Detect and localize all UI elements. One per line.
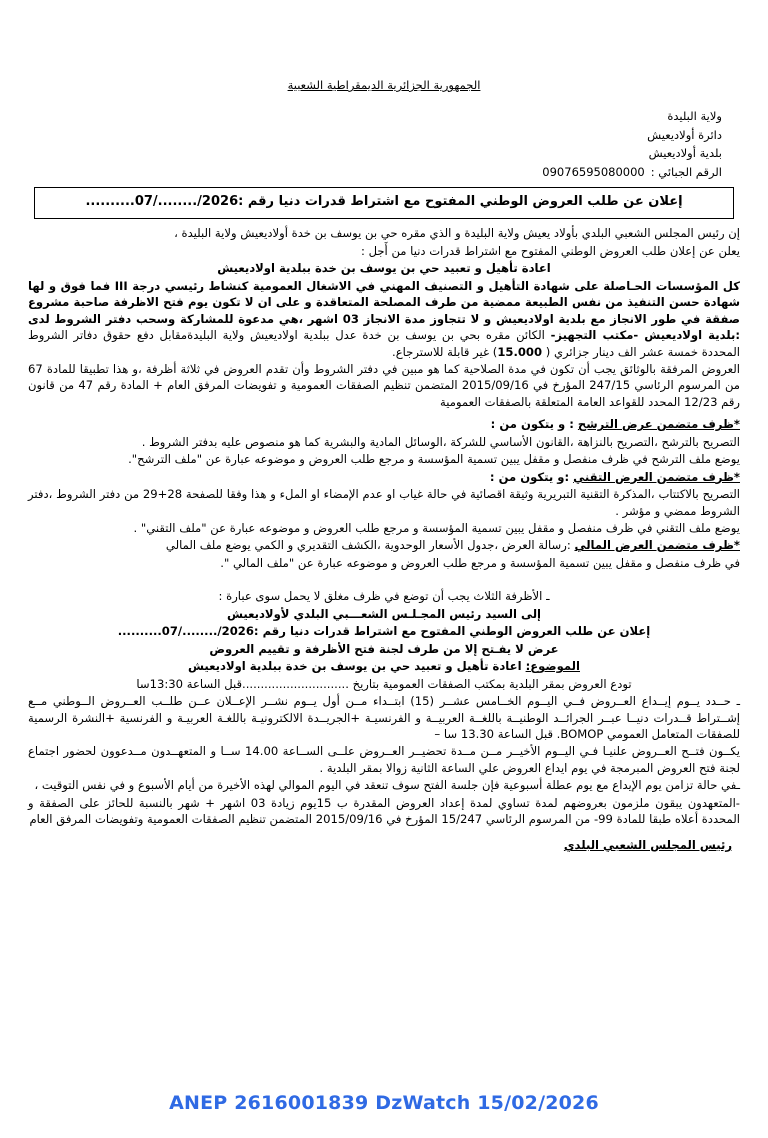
spacer xyxy=(28,572,740,588)
envelope-financial-heading xyxy=(28,537,740,553)
baladia-line: بلدية أولاديعيش xyxy=(648,146,722,161)
fee-text: مقابل دفع حقوق دفاتر الشروط المحددة خمسة عشر الف دينار جزائري ( xyxy=(28,328,740,359)
sealed-envelope-subject xyxy=(28,658,740,674)
deadline-paragraph: ـ حــدد يــوم إيــداع العــروض فــي اليــوم الخــامس عشــر (15) ابتــداء مــن أول يــوم نشــر الإعــلان عــن طلــب العــروض الــوطني مــع إشــتراط قــدرات دنيــا عبــر الجرائــد الوطنيــة باللغــة العربيــة و الفرنسيـة +الجريــدة الالكترونيـة باللغـة العربيـة و الفرنسية +النشرة الرسمية للصفقات المتعامل العمومي BOMOP. قبل الساعة 13.30 سا – xyxy=(28,694,740,742)
administrative-block xyxy=(28,107,722,182)
envelope-candidacy-placement: يوضع ملف الترشح في ظرف منفصل و مقفل يبين تسمية المؤسسة و مرجع طلب العروض و موضوعه عبارة عن "ملف الترشح". xyxy=(128,452,740,467)
fee-text-tail: ) غير قابلة للاسترجاع. xyxy=(392,344,498,359)
announcement-title-number: ..........07/......../2026 xyxy=(85,194,239,210)
purchase-office-address: الكائن مقره بحي بن يوسف بن خدة عدل ببلدية اولاديعيش ولاية البليدة xyxy=(187,328,551,343)
deposit-line-time: قبل الساعة 13:30 xyxy=(149,676,243,691)
intro-line-1: إن رئيس المجلس الشعبي البلدي بأولاد يعيش ولاية البليدة و الذي مقره حي بن يوسف بن خدة أولاديعيش ولاية البليدة ، xyxy=(174,226,740,241)
envelope-candidacy-title-tail: : و يتكون من : xyxy=(490,417,578,432)
subject-value: اعادة تأهيل و تعبيد حي بن يوسف بن خدة ببلدية اولاديعيش xyxy=(187,659,526,674)
subject-heading: اعادة تأهيل و تعبيد حي بن يوسف بن خدة ببلدية اولاديعيش xyxy=(217,261,551,276)
envelope-technical-content: التصريح بالاكتتاب ،المذكرة التقنية التبريرية وثيقة اقصائية في حالة غياب او عدم الإمضاء او الملء و هذا وفقا للصفحة 28+29 من دفتر الشروط ،دفتر الشروط ممضي و مؤشر . xyxy=(28,487,740,518)
envelope-technical-title-tail: :و يتكون من : xyxy=(489,469,574,484)
deposit-line-text: تودع العروض بمقر البلدية بمكتب الصفقات العمومية بتاريخ ............................. xyxy=(242,676,632,691)
wilaya-line: ولاية البليدة xyxy=(667,108,722,123)
conditions-lead: كل المؤسسات الحـاصلة على شهادة التأهيل و التصنيف المهني في الاشغال العمومية كنشاط رئيسي درجة III فما فوق و لها شهادة حسن التنفيذ من نفس الطبيعة ممضية من طرف المصلحة المتعاقدة و على ان لا تكون يوم فتح الاظرفة صاحبة مشروع صفقة في طور الانجاز مع بلدية اولاديعيش و لا تتجاوز مدة الانجاز 03 اشهر ،هي مدعوة للمشاركة وسحب دفتر الشروط لدى : xyxy=(28,278,741,343)
signature-block xyxy=(28,838,740,852)
purchase-office: بلدية اولاديعيش -مكتب التجهيز- xyxy=(550,328,736,343)
conditions-paragraph-2: العروض المرفقة بالوثائق يجب أن تكون في مدة الصلاحية كما هو مبين في دفتر الشروط وأن تقدم العروض في ثلاثة أظرفة ،و هذا تطبيقا للمادة 67 من المرسوم الرئاسي 247/15 المؤرخ في 2015/09/16 المتضمن تنظيم الصفقات العمومية و تفويضات المرفق العام + المادة رقم 47 من قانون رقم 12/23 المحدد للقواعد العامة المتعلقة بالصفقات العمومية xyxy=(28,361,741,409)
fee-amount: 15.000 xyxy=(497,344,543,359)
sealed-envelope-notice: عرض لا يفـتح إلا من طرف لجنة فتح الأظرفة و تقييم العروض xyxy=(209,641,559,656)
sealed-envelope-addressee: إلى السيد رئيس المجـلـس الشعـــبي البلدي لأولاديعيش xyxy=(226,606,542,621)
deposit-line-unit: سا xyxy=(136,676,150,691)
envelope-candidacy-content: التصريح بالترشح ،التصريح بالنزاهة ،القانون الأساسي للشركة ،الوسائل المادية والبشرية كما هو منصوص عليه بدفتر الشروط . xyxy=(141,434,740,449)
envelope-financial-title: *ظرف متضمن العرض المالي xyxy=(574,538,740,553)
envelope-candidacy-heading xyxy=(28,416,740,432)
envelope-financial-title-tail: :رسالة العرض ،جدول الأسعار الوحدوية ،الكشف التقديري و الكمي يوضع ملف المالي xyxy=(165,538,575,553)
anep-footer: ANEP 2616001839 DzWatch 15/02/2026 xyxy=(169,1092,599,1114)
envelope-financial-content: في ظرف منفصل و مقفل يبين تسمية المؤسسة و مرجع طلب العروض و موضوعه عبارة عن "ملف المالي ". xyxy=(220,555,740,570)
signature-title: رئيس المجلس الشعبي البلدي xyxy=(563,837,732,852)
sealed-envelope-reference-number: ..........07/......../2026 xyxy=(117,624,254,639)
envelope-technical-heading xyxy=(28,469,740,485)
daira-line: دائرة أولاديعيش xyxy=(647,127,722,142)
fiscal-number-label: الرقم الجبائي : xyxy=(650,164,722,179)
conditions-paragraph-1 xyxy=(28,278,740,360)
republic-header: الجمهورية الجزائرية الديمقراطية الشعبية xyxy=(287,78,481,92)
subject-label: الموضوع: xyxy=(525,659,580,674)
envelope-technical-title: *ظرف متضمن العرض التقني xyxy=(573,469,740,484)
sealed-envelope-intro: ـ الأظرفة الثلاث يجب أن توضع في ظرف مغلق لا يحمل سوى عبارة : xyxy=(218,589,550,604)
sealed-envelope-reference xyxy=(28,623,740,639)
announcement-title-text: إعلان عن طلب العروض الوطني المفتوح مع اشتراط قدرات دنيا رقم : xyxy=(238,194,683,210)
validity-period-paragraph: -المتعهدون يبقون ملزمون بعروضهم لمدة تساوي لمدة إعداد العروض المقدرة ب 15يوم زيادة 03 اشهر + شهر بالنسبة للحائز على الصفقة و المحددة أعلاه طبقا للمادة 99- من المرسوم الرئاسي 15/247 المؤرخ في 2015/09/16 المتضمن تنظيم الصفقات العمومية وتفويضات المرفق العام xyxy=(28,795,740,827)
intro-line-2: يعلن عن إعلان طلب العروض الوطني المفتوح مع اشتراط قدرات دنيا من أَجل : xyxy=(361,243,740,258)
envelope-candidacy-title: *ظرف متضمن عرض الترشح xyxy=(577,417,740,432)
holiday-clause-paragraph: ـفي حالة تزامن يوم الإيداع مع يوم عطلة أسبوعية فإن جلسة الفتح سوف تنعقد في اليوم الموالي لهذه الأخيرة من أيام الأسبوع و في نفس التوقيت ، xyxy=(34,778,740,793)
announcement-title-box xyxy=(34,187,734,219)
fiscal-number-line xyxy=(28,163,722,182)
opening-session-paragraph: يكــون فتــح العــروض علنيـا فـي اليــوم الأخيــر مــن مــدة تحضيــر العــروض علــى الســاعة 14.00 ســا و المتعهــدون مــدعوون لحضور اجتماع لجنة فتح العروض المبرمجة في يوم ايداع العروض علي الساعة الثانية زوالا بمقر البلدية . xyxy=(28,744,740,775)
sealed-envelope-reference-text: إعلان عن طلب العروض الوطني المفتوح مع اشتراط قدرات دنيا رقم : xyxy=(253,624,651,639)
deposit-line xyxy=(28,676,740,692)
envelope-technical-placement: يوضع ملف التقني في ظرف منفصل و مقفل يبين تسمية المؤسسة و مرجع طلب العروض و موضوعه عبارة عن "ملف التقني" . xyxy=(133,521,740,536)
fiscal-number-value: 09076595080000 xyxy=(542,164,645,179)
